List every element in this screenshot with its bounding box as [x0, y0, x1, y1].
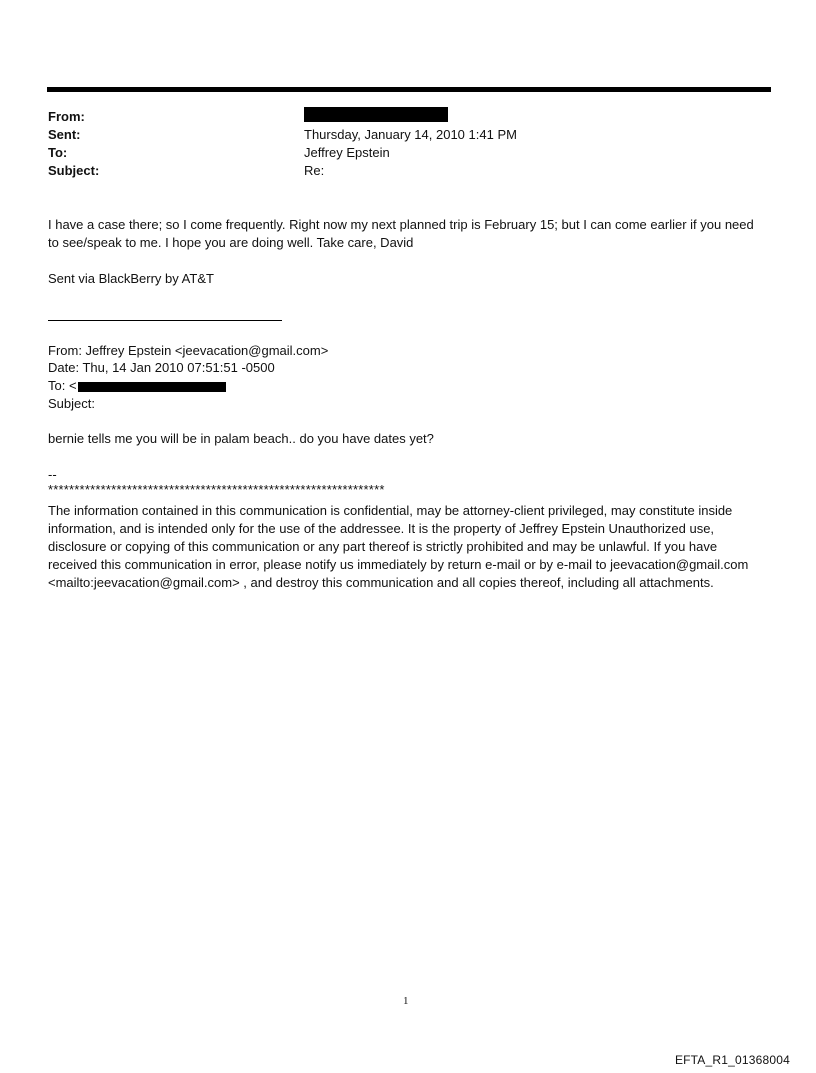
confidentiality-disclaimer: The information contained in this communication is confidential, may be attorney-client privileged, may constitute inside information, and is intended only for the use of the addressee. It is the property of Jeffrey Epstein Unauthorized use, disclosure or copying of this communication or any part thereof is strictly prohibited and may be unlawful. If you have received this communication in error, please notify us immediately by return e-mail or by e-mail to jeevacation@gmail.com <mailto:jeevacation@gmail.com> , and destroy this communication and all copies thereof, including all attachments. — [48, 503, 749, 590]
sent-label: Sent: — [48, 127, 81, 142]
sent-value: Thursday, January 14, 2010 1:41 PM — [304, 127, 517, 142]
signature-dash: -- — [48, 467, 57, 482]
header-rule — [47, 87, 771, 92]
from-value — [304, 105, 448, 123]
header-from-row — [48, 108, 85, 126]
quoted-to-prefix: To: < — [48, 378, 77, 393]
quote-separator-rule — [48, 320, 282, 321]
from-label: From: — [48, 109, 85, 124]
to-value: Jeffrey Epstein — [304, 145, 390, 160]
quoted-body: bernie tells me you will be in palam beach.. do you have dates yet? — [48, 431, 434, 446]
subject-value: Re: — [304, 163, 325, 178]
header-to-row — [48, 144, 390, 162]
quoted-subject: Subject: — [48, 396, 95, 411]
quoted-from: From: Jeffrey Epstein <jeevacation@gmail.com> — [48, 343, 329, 358]
redaction-bar — [78, 382, 226, 392]
bates-number: EFTA_R1_01368004 — [674, 1053, 790, 1067]
header-subject-row — [48, 162, 325, 180]
to-label: To: — [48, 145, 68, 160]
quoted-date: Date: Thu, 14 Jan 2010 07:51:51 -0500 — [48, 360, 275, 375]
page-number: 1 — [403, 995, 409, 1007]
reply-signature: Sent via BlackBerry by AT&T — [48, 271, 214, 286]
asterisk-separator: **************************************************************** — [48, 482, 385, 497]
header-sent-row — [48, 126, 517, 144]
redaction-bar — [304, 107, 448, 122]
reply-body: I have a case there; so I come frequently. Right now my next planned trip is February 15; but I can come earlier if you need to see/speak to me. I hope you are doing well. Take care, David — [48, 217, 754, 250]
quoted-to — [48, 377, 226, 395]
subject-label: Subject: — [48, 163, 100, 178]
